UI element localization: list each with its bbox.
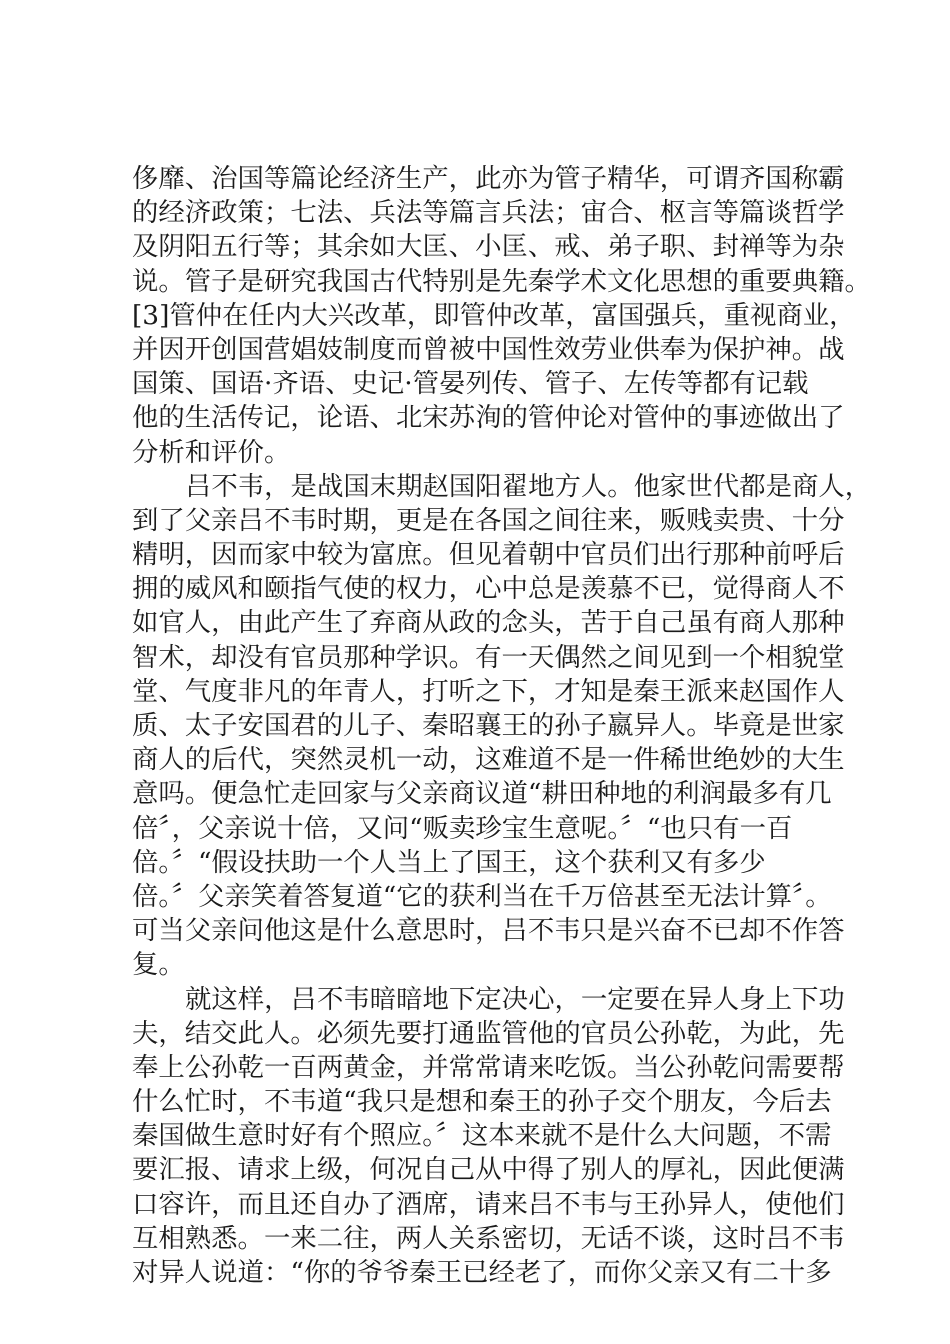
text-line: 倍〞，父亲说十倍，又问“贩卖珍宝生意呢。〞“也只有一百: [132, 812, 793, 844]
text-line: 商人的后代，突然灵机一动，这难道不是一件稀世绝妙的大生: [132, 744, 845, 776]
text-line: 侈靡、治国等篇论经济生产，此亦为管子精华，可谓齐国称霸: [132, 163, 845, 194]
text-line: 如官人，由此产生了弃商从政的念头，苦于自己虽有商人那种: [132, 607, 845, 639]
text-line: 要汇报、请求上级，何况自己从中得了别人的厚礼，因此便满: [132, 1154, 845, 1186]
text-line: 互相熟悉。一来二往，两人关系密切，无话不谈，这时吕不韦: [132, 1222, 845, 1254]
text-line: 口容许，而且还自办了酒席，请来吕不韦与王孙异人，使他们: [132, 1188, 845, 1220]
text-line: 拥的威风和颐指气使的权力，心中总是羡慕不已，觉得商人不: [132, 573, 845, 605]
text-line: 到了父亲吕不韦时期，更是在各国之间往来，贩贱卖贵、十分: [132, 504, 845, 536]
text-line: [3]管仲在任内大兴改革，即管仲改革，富国强兵，重视商业，: [132, 299, 856, 331]
text-line: 就这样，吕不韦暗暗地下定决心，一定要在异人身上下功: [185, 983, 845, 1015]
text-line: 对异人说道：“你的爷爷秦王已经老了，而你父亲又有二十多: [132, 1257, 832, 1288]
text-line: 复。: [132, 949, 185, 981]
text-line: 秦国做生意时好有个照应。〞这本来就不是什么大问题，不需: [132, 1120, 832, 1152]
text-line: 并因开创国营娼妓制度而曾被中国性效劳业供奉为保护神。战: [132, 333, 845, 365]
text-line: 质、太子安国君的儿子、秦昭襄王的孙子嬴异人。毕竟是世家: [132, 710, 845, 741]
text-line: 意吗。便急忙走回家与父亲商议道“耕田种地的利润最多有几: [132, 778, 832, 810]
text-line: 倍。〞父亲笑着答复道“它的获利当在千万倍甚至无法计算〞。: [132, 880, 832, 912]
text-line: 的经济政策；七法、兵法等篇言兵法；宙合、枢言等篇谈哲学: [132, 197, 845, 229]
text-line: 国策、国语·齐语、史记·管晏列传、管子、左传等都有记载: [132, 368, 809, 400]
text-line: 吕不韦，是战国末期赵国阳翟地方人。他家世代都是商人，: [185, 470, 872, 502]
text-line: 分析和评价。: [132, 436, 291, 468]
text-line: 及阴阳五行等；其余如大匡、小匡、戒、弟子职、封禅等为杂: [132, 231, 845, 263]
text-line: 倍。〞“假设扶助一个人当上了国王，这个获利又有多少: [132, 846, 766, 878]
text-line: 夫，结交此人。必须先要打通监管他的官员公孙乾，为此，先: [132, 1017, 845, 1049]
text-line: 说。管子是研究我国古代特别是先秦学术文化思想的重要典籍。: [132, 265, 871, 297]
text-line: 智术，却没有官员那种学识。有一天偶然之间见到一个相貌堂: [132, 641, 845, 673]
text-line: 堂、气度非凡的年青人，打听之下，才知是秦王派来赵国作人: [132, 675, 845, 707]
text-line: 可当父亲问他这是什么意思时，吕不韦只是兴奋不已却不作答: [132, 915, 845, 947]
text-line: 精明，因而家中较为富庶。但见着朝中官员们出行那种前呼后: [132, 539, 845, 571]
text-line: 他的生活传记，论语、北宋苏洵的管仲论对管仲的事迹做出了: [132, 402, 845, 434]
text-line: 什么忙时，不韦道“我只是想和秦王的孙子交个朋友，今后去: [132, 1086, 832, 1118]
document-body-text: [132, 162, 872, 1290]
text-line: 奉上公孙乾一百两黄金，并常常请来吃饭。当公孙乾问需要帮: [132, 1051, 845, 1083]
